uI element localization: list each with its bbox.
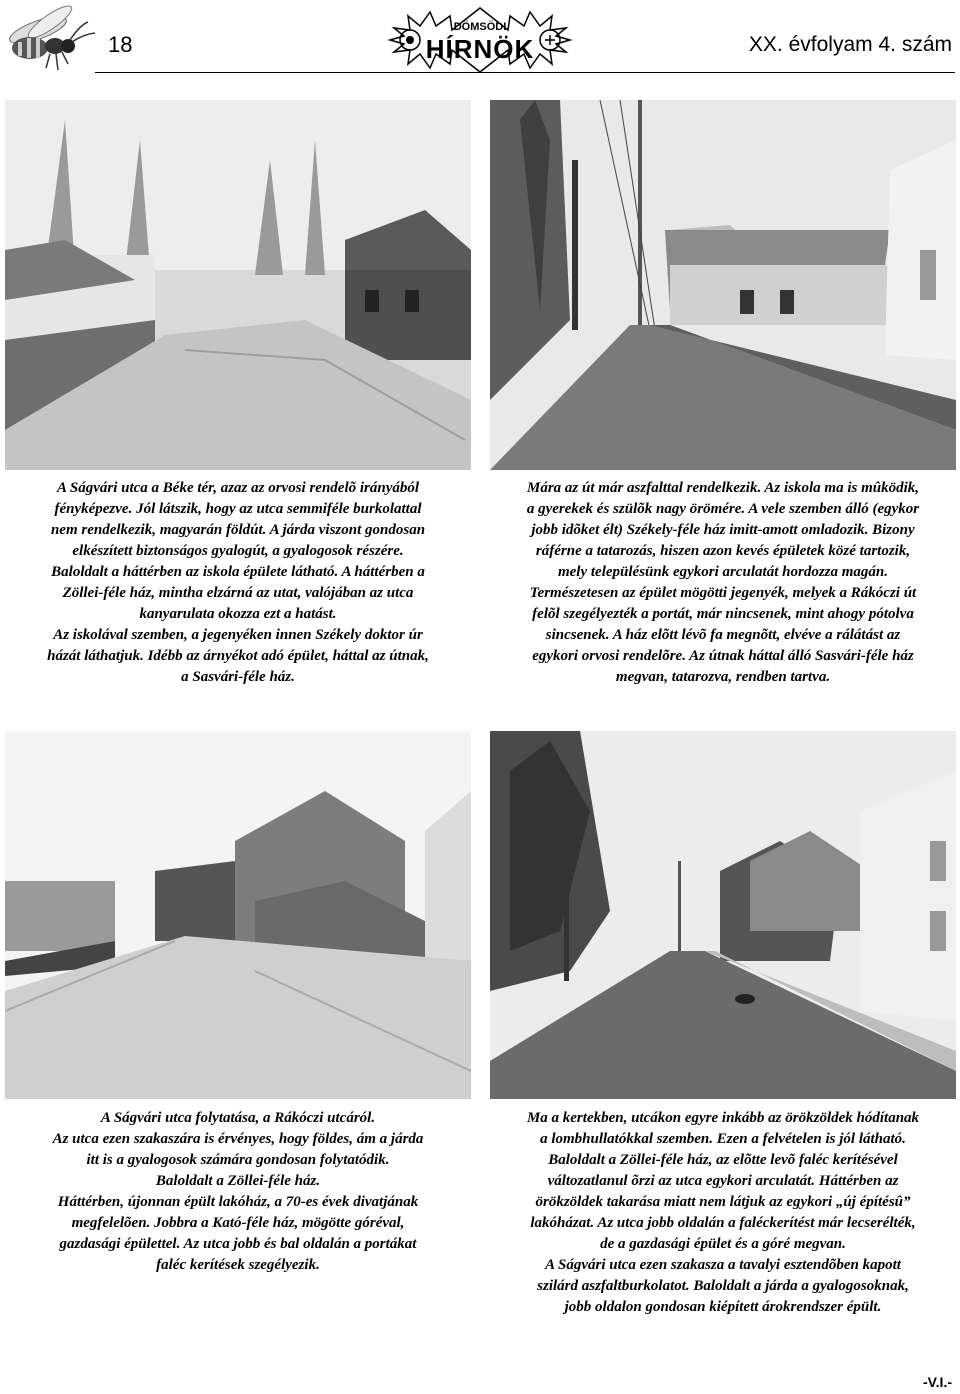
caption-line: a gyerekek és szülõk nagy örömére. A vele szemben álló (egykor: [526, 501, 920, 517]
page-number: 18: [108, 32, 133, 57]
photo-new-rakoczi-view: [490, 731, 956, 1099]
page-header: [0, 0, 960, 95]
masthead-subtitle: DÖMSÖDI: [453, 21, 507, 33]
photo-asphalt-road: [490, 100, 956, 470]
caption-line: nem rendelkezik, magyarán földút. A járda viszont gondosan: [50, 522, 426, 538]
bee-logo-icon: [0, 0, 100, 80]
caption-line: Zöllei-féle ház, mintha elzárná az utat, valójában az utca: [62, 585, 414, 601]
header-divider: [95, 72, 955, 73]
caption-line: egykori orvosi rendelõre. Az útnak háttal álló Sasvári-féle ház: [532, 648, 914, 664]
caption-line: változatlanul õrzi az utca egykori arculatát. Háttérben az: [547, 1173, 899, 1189]
caption-line: Baloldalt a háttérben az iskola épülete látható. A háttérben a: [51, 564, 425, 580]
caption-line: a lombhullatókkal szemben. Ezen a felvételen is jól látható.: [540, 1131, 906, 1147]
caption-line: jobb oldalon gondosan kiépített árokrendszer épült.: [564, 1299, 882, 1315]
caption-line: szilárd aszfaltburkolatot. Baloldalt a járda a gyalogosoknak,: [537, 1278, 909, 1294]
caption-line: Az utca ezen szakaszára is érvényes, hogy földes, ám a járda: [52, 1131, 424, 1147]
caption-line: Baloldalt a Zöllei-féle ház, az elõtte levõ faléc kerítésével: [548, 1152, 898, 1168]
caption-line: felõl szegélyezték a portát, már nincsenek, mint ahogy pótolva: [532, 606, 914, 622]
photo-old-rakoczi-view: [5, 731, 471, 1099]
caption-line: Az iskolával szemben, a jegenyéken innen Székely doktor úr: [53, 627, 423, 643]
caption-line: A Ságvári utca a Béke tér, azaz az orvosi rendelõ irányából: [56, 480, 420, 496]
caption-line: elkészített biztonságos gyalogút, a gyalogosok részére.: [72, 543, 404, 559]
masthead-title: HÍRNÖK: [425, 34, 535, 64]
caption-photo-1: [5, 478, 471, 688]
caption-line: megfelelõen. Jobbra a Kató-féle ház, mögötte góréval,: [71, 1215, 405, 1231]
caption-line: kanyarulata okozza ezt a hatást.: [139, 606, 337, 622]
caption-line: Ma a kertekben, utcákon egyre inkább az örökzöldek hódítanak: [526, 1110, 920, 1126]
caption-line: ráférne a tatarozás, hiszen azon kevés épületek közé tartozik,: [535, 543, 911, 559]
caption-line: mely településünk egykori arculatát hordozza magán.: [557, 564, 888, 580]
caption-line: Baloldalt a Zöllei-féle ház.: [155, 1173, 321, 1189]
caption-line: A Ságvári utca folytatása, a Rákóczi utcáról.: [100, 1110, 376, 1126]
caption-photo-2: [490, 478, 956, 688]
caption-line: örökzöldek takarása miatt nem látjuk az egykori „új építésû”: [535, 1194, 911, 1210]
caption-line: Természetesen az épület mögötti jegenyék, melyek a Rákóczi út: [529, 585, 917, 601]
caption-photo-4: [490, 1108, 956, 1318]
masthead-logo: [380, 0, 580, 80]
caption-line: megvan, tatarozva, rendben tartva.: [615, 669, 831, 685]
caption-line: Mára az út már aszfalttal rendelkezik. Az iskola ma is mûködik,: [527, 480, 919, 496]
photo-old-dirt-road: [5, 100, 471, 470]
caption-line: A Ságvári utca ezen szakasza a tavalyi esztendõben kapott: [545, 1257, 901, 1273]
caption-line: gazdasági épülettel. Az utca jobb és bal oldalán a portákat: [59, 1236, 417, 1252]
caption-line: lakóházat. Az utca jobb oldalán a faléckerítést már lecserélték,: [530, 1215, 916, 1231]
caption-line: itt is a gyalogosok számára gondosan folytatódik.: [86, 1152, 390, 1168]
caption-line: de a gazdasági épület és a góré megvan.: [600, 1236, 846, 1252]
caption-photo-3: [5, 1108, 471, 1276]
caption-line: sincsenek. A ház elõtt lévõ fa megnõtt, elvéve a rálátást az: [545, 627, 901, 643]
caption-line: házát láthatjuk. Idébb az árnyékot adó épület, háttal az útnak,: [47, 648, 429, 664]
page-footer-marker: -V.I.-: [922, 1374, 952, 1390]
issue-label: XX. évfolyam 4. szám: [748, 33, 952, 56]
caption-line: a Sasvári-féle ház.: [181, 669, 295, 685]
caption-line: faléc kerítések szegélyezik.: [156, 1257, 320, 1273]
caption-line: Háttérben, újonnan épült lakóház, a 70-es évek divatjának: [57, 1194, 419, 1210]
caption-line: jobb idõket élt) Székely-féle ház imitt-amott omladozik. Bizony: [531, 522, 915, 538]
caption-line: fényképezve. Jól látszik, hogy az utca semmiféle burkolattal: [54, 501, 422, 517]
